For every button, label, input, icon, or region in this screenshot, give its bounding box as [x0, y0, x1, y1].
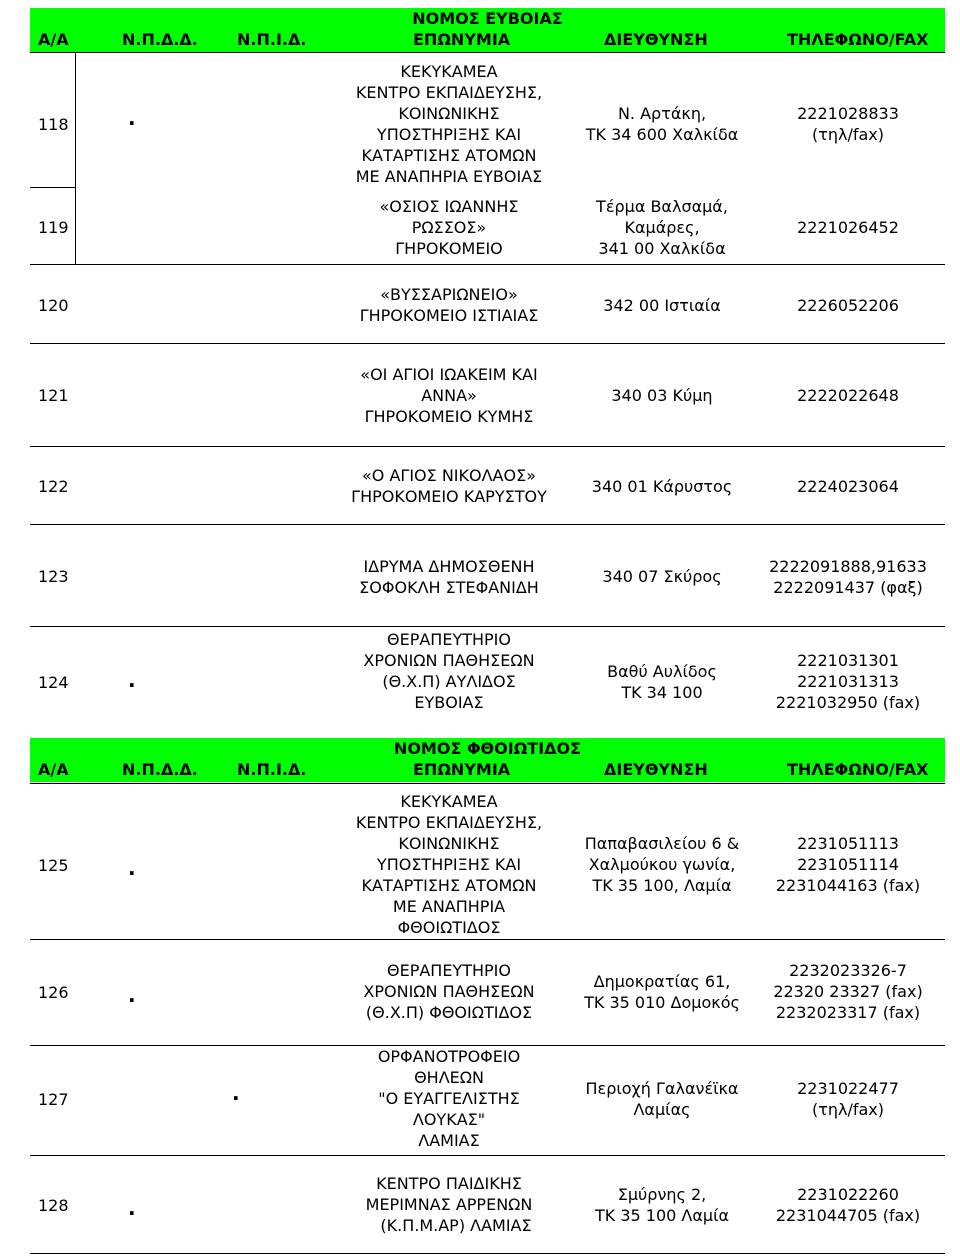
address-line: ΤΚ 34 600 Χαλκίδα	[585, 125, 739, 144]
address-line: Χαλμούκου γωνία,	[588, 855, 736, 874]
column-header-address: ΔΙΕΥΘΥΝΣΗ	[604, 760, 708, 779]
name-line: (Θ.Χ.Π) ΦΘΟΙΩΤΙΔΟΣ	[365, 1003, 533, 1022]
name-line: ΓΗΡΟΚΟΜΕΙΟ	[395, 239, 503, 258]
row-divider	[30, 626, 945, 627]
column-header-name: ΕΠΩΝΥΜΙΑ	[413, 760, 511, 779]
phone-line: 2221031313	[797, 672, 899, 691]
row-number: 118	[38, 115, 69, 134]
column-header-npid: Ν.Π.Ι.Δ.	[237, 760, 307, 779]
name-line: ΙΔΡΥΜΑ ΔΗΜΟΣΘΕΝΗ	[363, 557, 535, 576]
phone-line: 2224023064	[797, 477, 899, 496]
phone-line: 2221032950 (fax)	[775, 693, 921, 712]
row-number: 127	[38, 1090, 69, 1109]
name-line: ΥΠΟΣΤΗΡΙΞΗΣ ΚΑΙ	[376, 855, 522, 874]
name-line: "Ο ΕΥΑΓΓΕΛΙΣΤΗΣ	[378, 1089, 520, 1108]
address-line: Περιοχή Γαλανέϊκα	[585, 1079, 739, 1098]
phone-line: 2232023326-7	[789, 961, 907, 980]
address-line: 342 00 Ιστιαία	[603, 296, 721, 315]
section-title: ΝΟΜΟΣ ΕΥΒΟΙΑΣ	[412, 9, 563, 28]
section-header-evia	[30, 8, 945, 52]
phone-line: 2231051114	[797, 855, 899, 874]
column-header-npdd: Ν.Π.Δ.Δ.	[122, 760, 198, 779]
address-line: Δημοκρατίας 61,	[593, 972, 731, 991]
row-number: 128	[38, 1196, 69, 1215]
name-line: ΚΕΚΥΚΑΜΕΑ	[400, 62, 498, 81]
phone-line: 2221031301	[797, 651, 899, 670]
name-line: ΓΗΡΟΚΟΜΕΙΟ ΚΑΡΥΣΤΟΥ	[351, 487, 547, 506]
address-line: Καμάρες,	[624, 218, 700, 237]
npdd-mark: .	[128, 1196, 136, 1220]
name-line: ΡΩΣΣΟΣ»	[411, 218, 487, 237]
npdd-mark: .	[128, 106, 136, 130]
column-divider	[75, 52, 76, 264]
phone-line: 22320 23327 (fax)	[773, 982, 923, 1001]
phone-line: 2222091888,91633	[769, 557, 927, 576]
row-number: 119	[38, 218, 69, 237]
name-line: ΚΟΙΝΩΝΙΚΗΣ	[398, 834, 500, 853]
name-line: ΓΗΡΟΚΟΜΕΙΟ ΙΣΤΙΑΙΑΣ	[359, 306, 539, 325]
address-line: 340 07 Σκύρος	[602, 567, 722, 586]
name-line: ΧΡΟΝΙΩΝ ΠΑΘΗΣΕΩΝ	[363, 651, 535, 670]
row-number: 123	[38, 567, 69, 586]
column-header-aa: Α/Α	[38, 30, 69, 49]
name-line: ΚΕΝΤΡΟ ΠΑΙΔΙΚΗΣ	[376, 1174, 522, 1193]
row-divider	[30, 524, 945, 525]
row-divider	[30, 783, 945, 784]
phone-line: (τηλ/fax)	[811, 125, 885, 144]
name-line: ΛΟΥΚΑΣ"	[412, 1110, 486, 1129]
row-divider	[30, 52, 945, 53]
address-line: Ν. Αρτάκη,	[617, 104, 707, 123]
address-line: ΤΚ 35 100 Λαμία	[594, 1206, 730, 1225]
row-number: 124	[38, 673, 69, 692]
name-line: ΦΘΟΙΩΤΙΔΟΣ	[397, 918, 501, 937]
phone-line: 2226052206	[797, 296, 899, 315]
name-line: ΓΗΡΟΚΟΜΕΙΟ ΚΥΜΗΣ	[364, 407, 534, 426]
name-line: ΜΕ ΑΝΑΠΗΡΙΑ	[392, 897, 506, 916]
column-header-name: ΕΠΩΝΥΜΙΑ	[413, 30, 511, 49]
row-divider	[30, 264, 945, 265]
phone-line: 2231044705 (fax)	[775, 1206, 921, 1225]
column-header-npdd: Ν.Π.Δ.Δ.	[122, 30, 198, 49]
phone-line: 2231044163 (fax)	[775, 876, 921, 895]
row-divider	[30, 1155, 945, 1156]
npid-mark: .	[232, 1081, 240, 1105]
name-line: ΘΕΡΑΠΕΥΤΗΡΙΟ	[387, 961, 511, 980]
row-number: 125	[38, 856, 69, 875]
row-divider	[30, 939, 945, 940]
column-header-address: ΔΙΕΥΘΥΝΣΗ	[604, 30, 708, 49]
name-line: ΚΕΝΤΡΟ ΕΚΠΑΙΔΕΥΣΗΣ,	[355, 83, 543, 102]
address-line: Σμύρνης 2,	[617, 1185, 707, 1204]
name-line: ΜΕΡΙΜΝΑΣ ΑΡΡΕΝΩΝ	[365, 1195, 533, 1214]
name-line: ΚΑΤΑΡΤΙΣΗΣ ΑΤΟΜΩΝ	[361, 876, 537, 895]
address-line: Τέρμα Βαλσαμά,	[596, 197, 728, 216]
section-title: ΝΟΜΟΣ ΦΘΟΙΩΤΙΔΟΣ	[393, 739, 582, 758]
name-line: (Θ.Χ.Π) ΑΥΛΙΔΟΣ	[382, 672, 516, 691]
name-line: ΟΡΦΑΝΟΤΡΟΦΕΙΟ	[377, 1047, 521, 1066]
address-line: Βαθύ Αυλίδος	[607, 662, 717, 681]
column-header-npid: Ν.Π.Ι.Δ.	[237, 30, 307, 49]
name-line: «ΟΣΙΟΣ ΙΩΑΝΝΗΣ	[379, 197, 519, 216]
name-line: «ΟΙ ΑΓΙΟΙ ΙΩΑΚΕΙΜ ΚΑΙ	[360, 365, 538, 384]
name-line: ΘΕΡΑΠΕΥΤΗΡΙΟ	[387, 630, 511, 649]
name-line: ΣΟΦΟΚΛΗ ΣΤΕΦΑΝΙΔΗ	[359, 578, 539, 597]
phone-line: (τηλ/fax)	[811, 1100, 885, 1119]
phone-line: 2231022260	[797, 1185, 899, 1204]
row-divider	[30, 187, 75, 188]
address-line: 340 03 Κύμη	[611, 386, 713, 405]
npdd-mark: .	[128, 856, 136, 880]
address-line: 340 01 Κάρυστος	[591, 477, 733, 496]
phone-line: 2231051113	[797, 834, 899, 853]
name-line: ΥΠΟΣΤΗΡΙΞΗΣ ΚΑΙ	[376, 125, 522, 144]
address-line: Λαμίας	[633, 1100, 691, 1119]
row-divider	[30, 446, 945, 447]
phone-line: 2222022648	[797, 386, 899, 405]
row-number: 120	[38, 296, 69, 315]
name-line: ΘΗΛΕΩΝ	[414, 1068, 484, 1087]
name-line: ΑΝΝΑ»	[421, 386, 477, 405]
row-number: 122	[38, 477, 69, 496]
address-line: ΤΚ 34 100	[621, 683, 703, 702]
phone-line: 2231022477	[797, 1079, 899, 1098]
phone-line: 2222091437 (φαξ)	[773, 578, 923, 597]
name-line: «ΒΥΣΣΑΡΙΩΝΕΙΟ»	[380, 285, 518, 304]
name-line: ΧΡΟΝΙΩΝ ΠΑΘΗΣΕΩΝ	[363, 982, 535, 1001]
address-line: ΤΚ 35 010 Δομοκός	[584, 993, 740, 1012]
column-header-aa: Α/Α	[38, 760, 69, 779]
column-header-phone: ΤΗΛΕΦΩΝΟ/FAX	[787, 760, 929, 779]
address-line: ΤΚ 35 100, Λαμία	[592, 876, 732, 895]
row-number: 126	[38, 983, 69, 1002]
name-line: ΕΥΒΟΙΑΣ	[414, 693, 484, 712]
name-line: ΚΑΤΑΡΤΙΣΗΣ ΑΤΟΜΩΝ	[361, 146, 537, 165]
name-line: ΚΟΙΝΩΝΙΚΗΣ	[398, 104, 500, 123]
name-line: ΜΕ ΑΝΑΠΗΡΙΑ ΕΥΒΟΙΑΣ	[355, 167, 543, 186]
row-divider	[30, 1253, 945, 1254]
phone-line: 2221028833	[797, 104, 899, 123]
phone-line: 2221026452	[797, 218, 899, 237]
address-line: 341 00 Χαλκίδα	[598, 239, 726, 258]
npdd-mark: .	[128, 668, 136, 692]
name-line: ΚΕΝΤΡΟ ΕΚΠΑΙΔΕΥΣΗΣ,	[355, 813, 543, 832]
row-number: 121	[38, 386, 69, 405]
section-header-fthiotida	[30, 738, 945, 782]
name-line: ΚΕΚΥΚΑΜΕΑ	[400, 792, 498, 811]
name-line: ΛΑΜΙΑΣ	[418, 1131, 480, 1150]
column-header-phone: ΤΗΛΕΦΩΝΟ/FAX	[787, 30, 929, 49]
phone-line: 2232023317 (fax)	[775, 1003, 921, 1022]
name-line: «Ο ΑΓΙΟΣ ΝΙΚΟΛΑΟΣ»	[362, 466, 536, 485]
name-line: (Κ.Π.Μ.ΑΡ) ΛΑΜΙΑΣ	[380, 1216, 532, 1235]
row-divider	[30, 343, 945, 344]
address-line: Παπαβασιλείου 6 &	[584, 834, 740, 853]
npdd-mark: .	[128, 983, 136, 1007]
